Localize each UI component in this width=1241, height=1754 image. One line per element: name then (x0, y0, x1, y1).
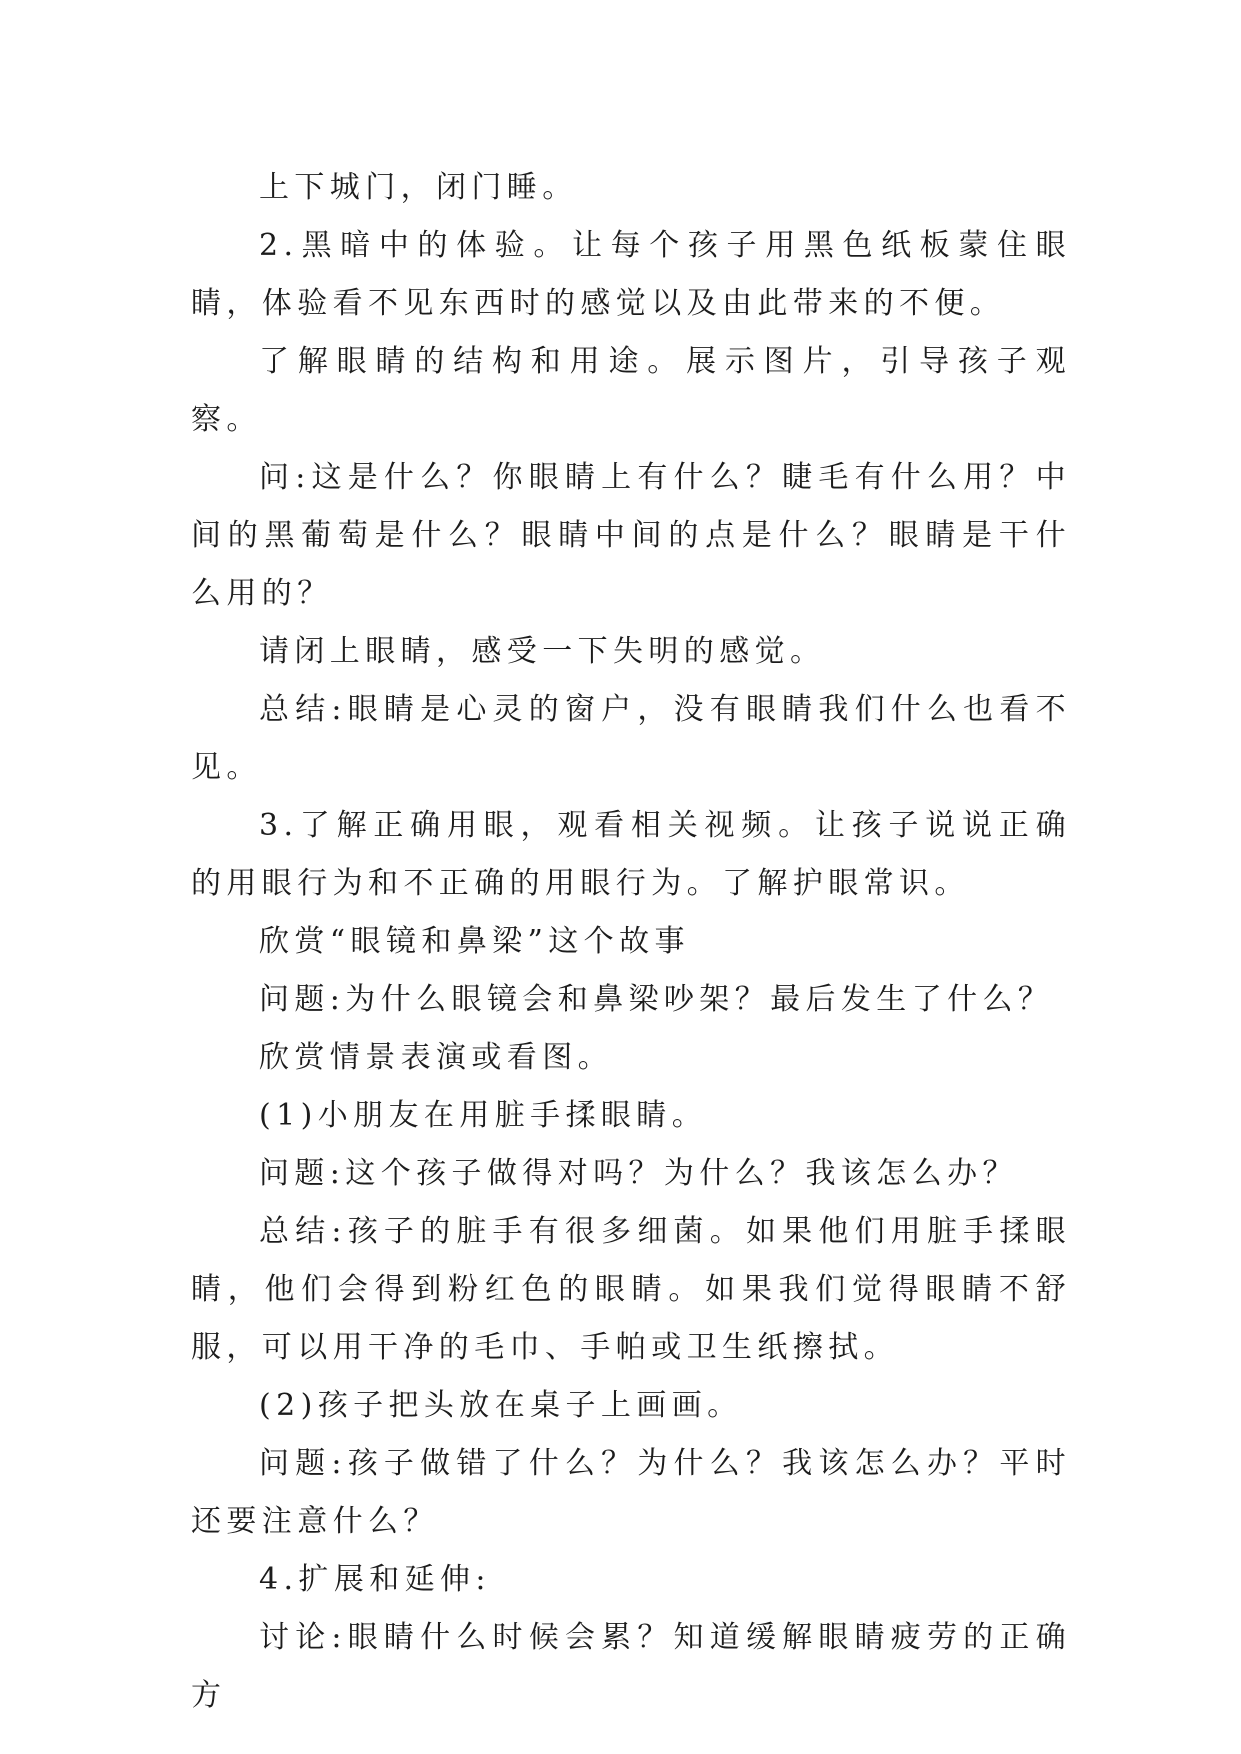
paragraph: (1)小朋友在用脏手揉眼睛。 (259, 1098, 708, 1133)
paragraph: 欣赏情景表演或看图。 (259, 1040, 613, 1075)
paragraph: 总结:眼睛是心灵的窗户，没有眼睛我们什么也看不见。 (191, 692, 1071, 785)
paragraph: 问题:为什么眼镜会和鼻梁吵架？最后发生了什么？ (259, 982, 1054, 1017)
paragraph: 3.了解正确用眼，观看相关视频。让孩子说说正确的用眼行为和不正确的用眼行为。了解护眼常识。 (191, 808, 1071, 901)
paragraph: 讨论:眼睛什么时候会累？知道缓解眼睛疲劳的正确方 (191, 1620, 1071, 1713)
paragraph: 欣赏“眼镜和鼻梁”这个故事 (259, 924, 690, 959)
paragraph: 问:这是什么？你眼睛上有什么？睫毛有什么用？中间的黑葡萄是什么？眼睛中间的点是什么？眼睛是干什么用的？ (191, 460, 1071, 611)
paragraph: 总结:孩子的脏手有很多细菌。如果他们用脏手揉眼睛，他们会得到粉红色的眼睛。如果我们觉得眼睛不舒服，可以用干净的毛巾、手帕或卫生纸擦拭。 (191, 1214, 1071, 1365)
paragraph: 请闭上眼睛，感受一下失明的感觉。 (259, 634, 826, 669)
document-body (191, 159, 1071, 1725)
paragraph: 2.黑暗中的体验。让每个孩子用黑色纸板蒙住眼睛，体验看不见东西时的感觉以及由此带来的不便。 (191, 228, 1071, 321)
paragraph: 了解眼睛的结构和用途。展示图片，引导孩子观察。 (191, 344, 1071, 437)
paragraph: (2)孩子把头放在桌子上画画。 (259, 1388, 743, 1423)
paragraph: 问题:这个孩子做得对吗？为什么？我该怎么办？ (259, 1156, 1018, 1191)
paragraph: 问题:孩子做错了什么？为什么？我该怎么办？平时还要注意什么？ (191, 1446, 1071, 1539)
paragraph: 上下城门，闭门睡。 (259, 170, 578, 205)
paragraph: 4.扩展和延伸: (259, 1562, 491, 1597)
